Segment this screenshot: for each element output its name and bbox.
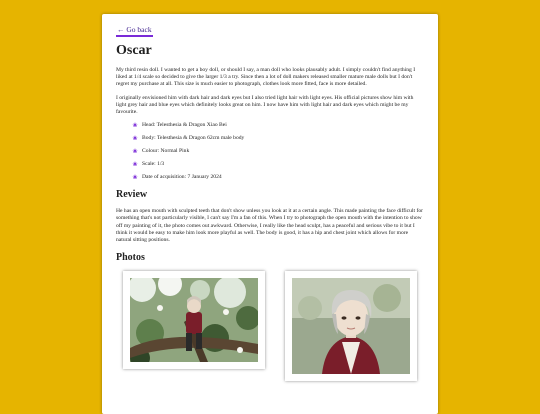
go-back-link[interactable]: ← Go back bbox=[116, 25, 153, 37]
review-heading: Review bbox=[116, 189, 148, 201]
photo-gallery bbox=[116, 271, 424, 391]
hair-eyes-paragraph: I originally envisioned him with dark hair and dark eyes but I also tried light hair with light eyes. His official pictures show him with light grey hair and blue eyes which definitely looks great on him. I now have him with light hair and dark eyes which might be my favourite. bbox=[116, 94, 414, 116]
photo-1[interactable] bbox=[123, 271, 265, 369]
list-item bbox=[132, 122, 424, 129]
review-text: He has an open mouth with sculpted teeth that don't show unless you look at it at a certain angle. This made painting the face difficult for something that's not particularly visible, I can't say I'm a fan of this. When I try to photograph the open mouth with the intention to show off my painting of it, the photo comes out awkward. Otherwise, I really like the head sculpt, has a peaceful and serious vibe to it but I think it would be easy to make him look more playful as well. The body is good, it has a hip and chest joint which allows for more natural sitting positions. bbox=[116, 208, 423, 244]
detail-head: Head: Telesthesia & Dragon Xiao Bei bbox=[142, 122, 227, 129]
detail-scale: Scale: 1/3 bbox=[142, 161, 165, 168]
doll-portrait-photo bbox=[292, 278, 410, 374]
flower-bullet-icon: ❀ bbox=[132, 122, 138, 129]
detail-body: Body: Telesthesia & Dragon 62cm male body bbox=[142, 135, 245, 142]
detail-colour: Colour: Normal Pink bbox=[142, 148, 190, 155]
list-item bbox=[132, 135, 424, 142]
page-title: Oscar bbox=[116, 43, 152, 58]
photo-2[interactable] bbox=[285, 271, 417, 381]
flower-bullet-icon: ❀ bbox=[132, 135, 138, 142]
flower-bullet-icon: ❀ bbox=[132, 161, 138, 168]
doll-in-tree-photo bbox=[130, 278, 258, 362]
intro-paragraph: My third resin doll. I wanted to get a boy doll, or should I say, a man doll who looks plausably adult. I simply couldn't find anything I liked at 1/4 scale so decided to give the larger 1/3 a try. Since then a lot of doll makers released smaller mature male dolls but I don't regret my purchase at all. This size is much easier to photograph, clothes look more fitted, face is more detailed. bbox=[116, 67, 416, 88]
content-card bbox=[102, 14, 438, 414]
flower-bullet-icon: ❀ bbox=[132, 148, 138, 155]
details-list bbox=[116, 122, 424, 181]
list-item bbox=[132, 174, 424, 181]
flower-bullet-icon: ❀ bbox=[132, 174, 138, 181]
photos-heading: Photos bbox=[116, 252, 145, 264]
list-item bbox=[132, 148, 424, 155]
list-item bbox=[132, 161, 424, 168]
detail-date: Date of acquisition: 7 January 2024 bbox=[142, 174, 222, 181]
